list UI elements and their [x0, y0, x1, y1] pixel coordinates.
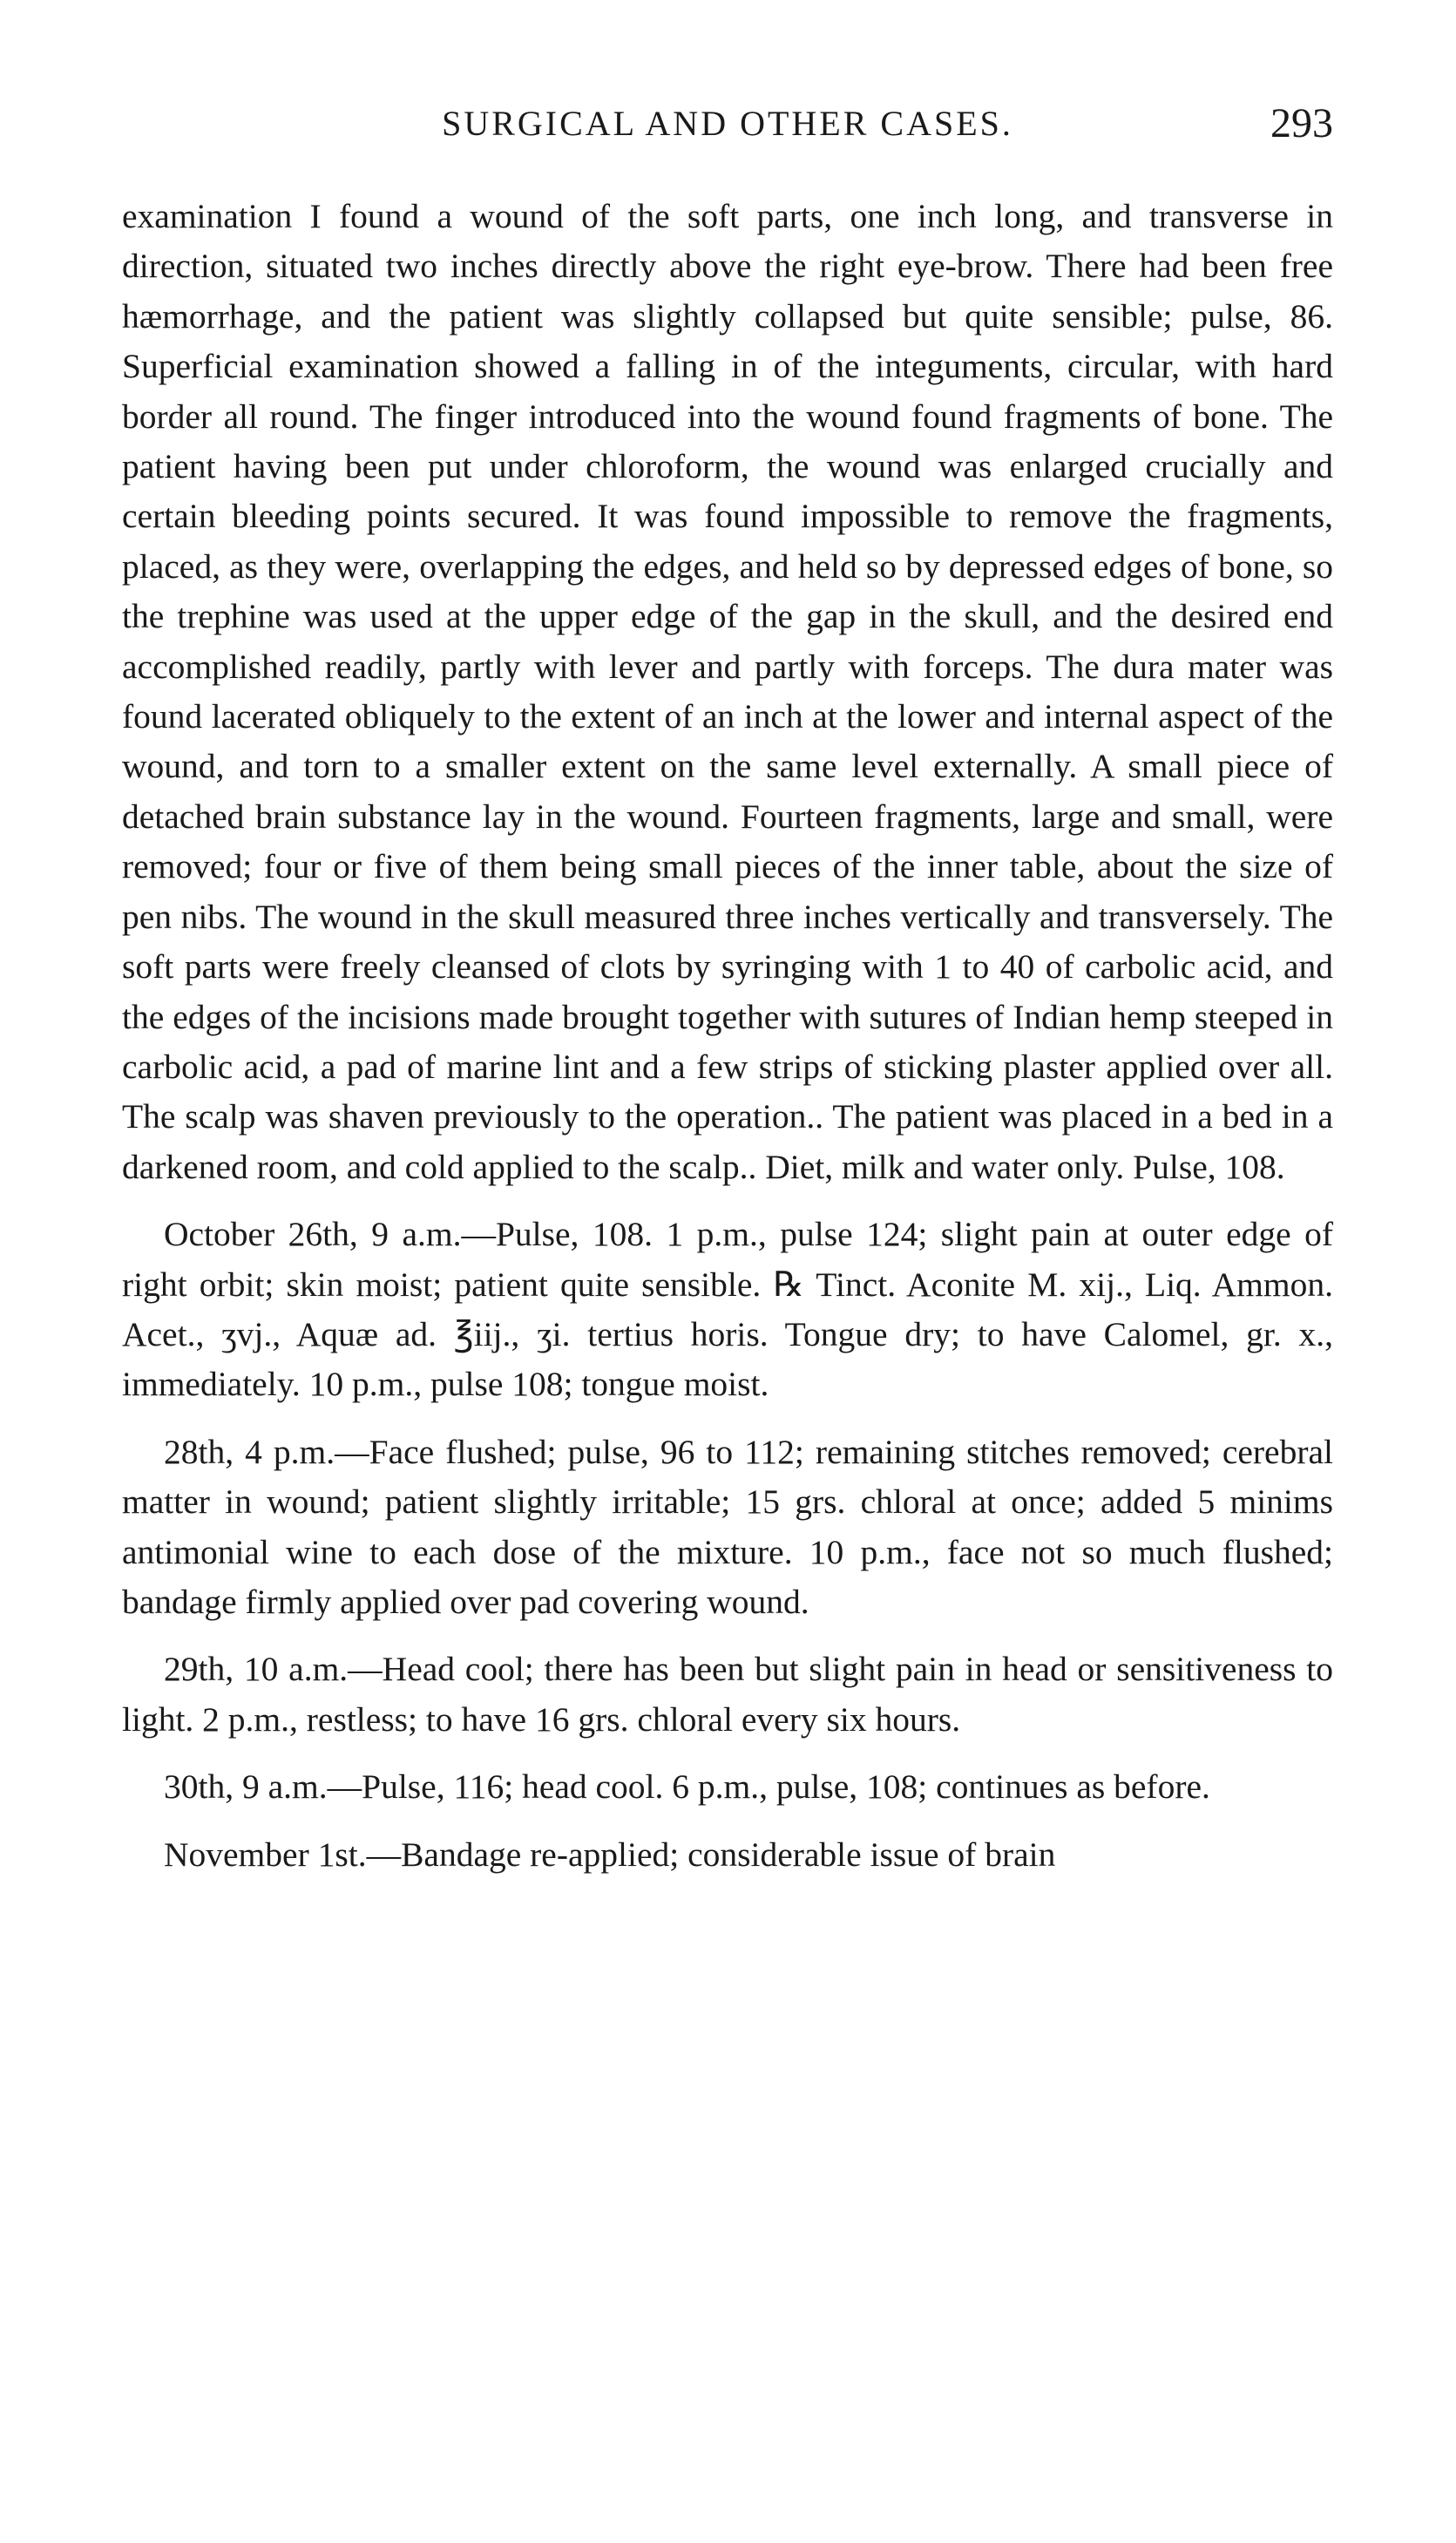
page-number: 293 — [1270, 100, 1333, 146]
paragraph-30th: 30th, 9 a.m.—Pulse, 116; head cool. 6 p.m., pulse, 108; continues as before. — [164, 1767, 1210, 1807]
paragraph-28th: 28th, 4 p.m.—Face flushed; pulse, 96 to 112; remaining stitches removed; cerebral matter in wound; patient slightly irritable; 15 grs. chloral at once; added 5 minims antimonial wine to each dose of the mixture. 10 p.m., face not so much flushed; bandage firmly applied over pad covering wound. — [122, 1432, 1333, 1621]
paragraph-29th: 29th, 10 a.m.—Head cool; there has been but slight pain in head or sensitiveness to light. 2 p.m., restless; to have 16 grs. chloral every six hours. — [122, 1650, 1333, 1739]
paragraph-case-report: examination I found a wound of the soft parts, one inch long, and transverse in direction, situated two inches directly above the right eye-brow. There had been free hæmorrhage, and the patient was slightly collapsed but quite sensible; pulse, 86. Superficial examination showed a falling in of the integuments, circular, with hard border all round. The finger introduced into the wound found fragments of bone. The patient having been put under chloroform, the wound was enlarged crucially and certain bleeding points secured. It was found impossible to remove the fragments, placed, as they were, overlapping the edges, and held so by depressed edges of bone, so the trephine was used at the upper edge of the gap in the skull, and the desired end accomplished readily, partly with lever and partly with forceps. The dura mater was found lacerated obliquely to the extent of an inch at the lower and internal aspect of the wound, and torn to a smaller extent on the same level externally. A small piece of detached brain substance lay in the wound. Fourteen fragments, large and small, were removed; four or five of them being small pieces of the inner table, about the size of pen nibs. The wound in the skull measured three inches vertically and transversely. The soft parts were freely cleansed of clots by syringing with 1 to 40 of carbolic acid, and the edges of the incisions made brought together with sutures of Indian hemp steeped in carbolic acid, a pad of marine lint and a few strips of sticking plaster applied over all. The scalp was shaven previously to the operation.. The patient was placed in a bed in a darkened room, and cold applied to the scalp.. Diet, milk and water only. Pulse, 108. — [122, 197, 1333, 1186]
running-head — [122, 98, 1333, 150]
body-text — [122, 192, 1333, 1897]
running-title: SURGICAL AND OTHER CASES. — [442, 104, 1013, 143]
paragraph-october-26th: October 26th, 9 a.m.—Pulse, 108. 1 p.m., pulse 124; slight pain at outer edge of right orbit; skin moist; patient quite sensible. ℞ Tinct. Aconite M. xij., Liq. Ammon. Acet., ʒvj., Aquæ ad. ℥iij., ʒi. tertius horis. Tongue dry; to have Calomel, gr. x., immediately. 10 p.m., pulse 108; tongue moist. — [122, 1215, 1333, 1404]
paragraph-november-1st: November 1st.—Bandage re-applied; considerable issue of brain — [164, 1834, 1056, 1874]
